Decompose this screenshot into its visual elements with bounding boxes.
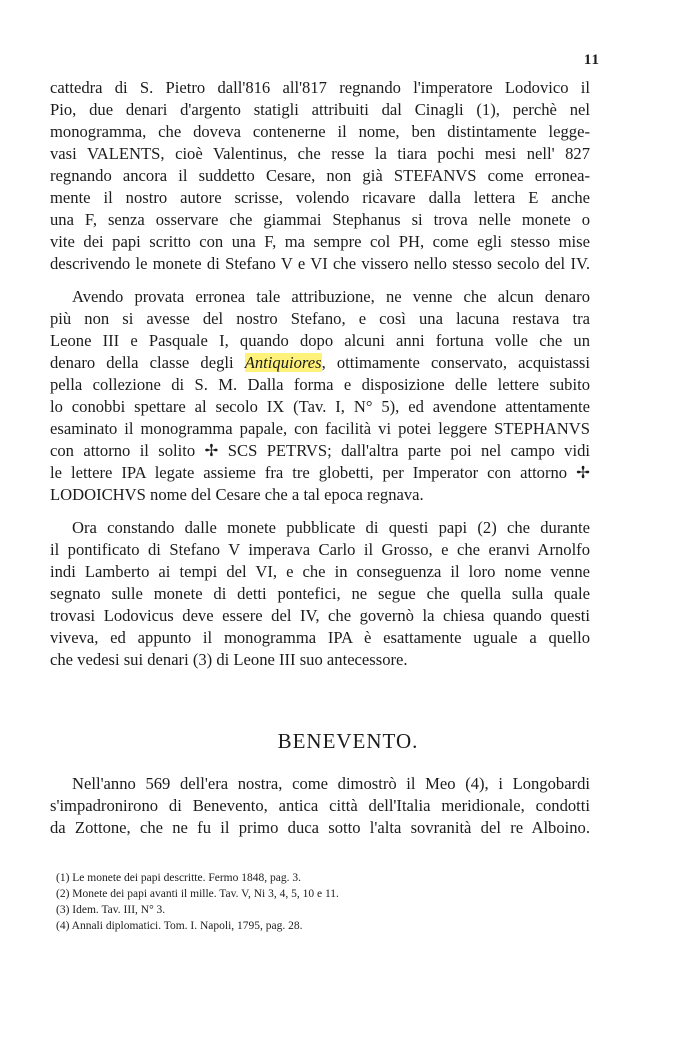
body-line: una F, senza osservare che giammai Stephanus si trova nelle monete o [50,210,590,229]
body-line: viveva, ed appunto il monogramma IPA è esattamente uguale a quello [50,628,590,647]
body-line: che vedesi sui denari (3) di Leone III suo antecessore. [50,650,408,669]
body-line: le lettere IPA legate assieme fra tre globetti, per Imperator con attorno ✢ [50,463,590,482]
body-line: con attorno il solito ✢ SCS PETRVS; dall'altra parte poi nel campo vidi [50,441,590,460]
body-line: Ora constando dalle monete pubblicate di questi papi (2) che durante [72,518,590,537]
body-line: mente il nostro autore scrisse, volendo ricavare dalla lettera E anche [50,188,590,207]
body-line: Leone III e Pasquale I, quando dopo alcuni anni fortuna volle che un [50,331,590,350]
footnote: (1) Le monete dei papi descritte. Fermo 1848, pag. 3. [56,872,301,884]
section-line: da Zottone, che ne fu il primo duca sotto l'alta sovranità del re Alboino. [50,818,590,837]
body-line: LODOICHVS nome del Cesare che a tal epoca regnava. [50,485,424,504]
body-line: pella collezione di S. M. Dalla forma e disposizione delle lettere subito [50,375,590,394]
footnote: (2) Monete dei papi avanti il mille. Tav. V, Ni 3, 4, 5, 10 e 11. [56,888,339,900]
line-text-after: , ottimamente conservato, acquistassi [321,353,590,372]
footnote: (4) Annali diplomatici. Tom. I. Napoli, 1795, pag. 28. [56,920,303,932]
section-line: s'impadronirono di Benevento, antica città dell'Italia meridionale, condotti [50,796,590,815]
section-heading: BENEVENTO. [277,729,419,753]
body-line: vasi VALENTS, cioè Valentinus, che resse la tiara pochi mesi nell' 827 [50,144,590,163]
body-line: indi Lamberto ai tempi del VI, e che in conseguenza il loro nome venne [50,562,590,581]
body-line: trovasi Lodovicus deve essere del IV, che governò la chiesa quando questi [50,606,590,625]
body-line: cattedra di S. Pietro dall'816 all'817 regnando l'imperatore Lodovico il [50,78,590,97]
body-line: esaminato il monogramma papale, con facilità vi potei leggere STEPHANVS [50,419,590,438]
body-line: Avendo provata erronea tale attribuzione, ne venne che alcun denaro [72,287,590,306]
footnote: (3) Idem. Tav. III, N° 3. [56,904,166,916]
page-number: 11 [583,52,600,68]
body-line: descrivendo le monete di Stefano V e VI che vissero nello stesso secolo del IV. [50,254,590,273]
body-line: regnando ancora il suddetto Cesare, non già STEFANVS come erronea- [50,166,590,185]
body-line: vite dei papi scritto con una F, ma sempre col PH, come egli stesso mise [50,232,590,251]
line-text-before: denaro della classe degli [50,353,245,372]
section-line: Nell'anno 569 dell'era nostra, come dimostrò il Meo (4), i Longobardi [72,774,590,793]
highlighted-word: Antiquiores [244,353,322,372]
body-line: monogramma, che doveva contenerne il nome, ben distintamente legge- [50,122,590,141]
body-line: il pontificato di Stefano V imperava Carlo il Grosso, e che eranvi Arnolfo [50,540,590,559]
body-line: lo conobbi spettare al secolo IX (Tav. I, N° 5), ed avendone attentamente [50,397,590,416]
body-line: Pio, due denari d'argento statigli attribuiti dal Cinagli (1), perchè nel [50,100,590,119]
highlighted-line [50,352,590,374]
body-line: segnato sulle monete di detti pontefici, ne segue che quella sulla quale [50,584,590,603]
body-line: più non si avesse del nostro Stefano, e così una lacuna restava tra [50,309,590,328]
